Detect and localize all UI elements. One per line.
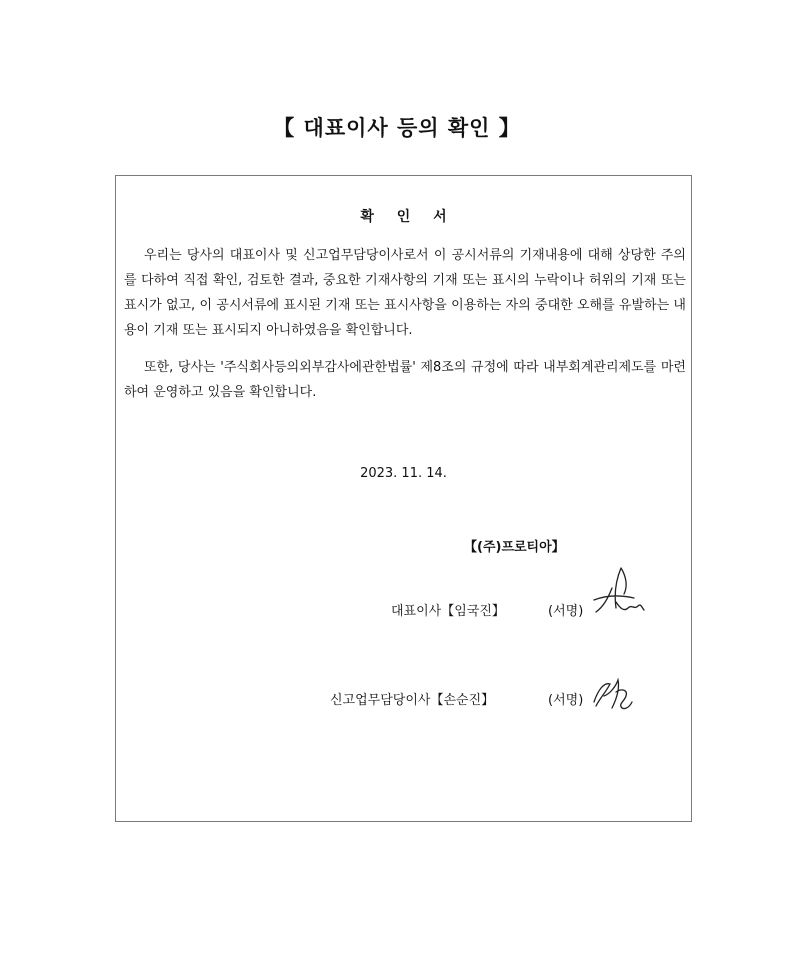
internal-control-paragraph: 또한, 당사는 '주식회사등의외부감사에관한법률' 제8조의 규정에 따라 내부회계관리제도를 마련하여 운영하고 있음을 확인합니다.: [124, 360, 686, 400]
document-heading: 확 인 서: [360, 209, 447, 225]
ceo-sign-label: (서명): [548, 604, 584, 619]
confirmation-paragraph: 우리는 당사의 대표이사 및 신고업무담당이사로서 이 공시서류의 기재내용에 대해 상당한 주의를 다하여 직접 확인, 검토한 결과, 중요한 기재사항의 기재 또는 표시의 누락이나 허위의 기재 또는 표시가 없고, 이 공시서류에 표시된 기재 또는 표시사항을 이용하는 자의 중대한 오해를 유발하는 내용이 기재 또는 표시되지 아니하였음을 확인합니다.: [124, 248, 686, 338]
company-name: 【(주)프로티아】: [464, 540, 565, 555]
ceo-signer: 대표이사【임국진】: [391, 604, 505, 619]
disclosure-officer-sign-label: (서명): [548, 693, 584, 708]
document-date: 2023. 11. 14.: [360, 466, 447, 481]
ceo-signature: [586, 564, 648, 622]
disclosure-officer-signer: 신고업무담당이사【손순진】: [330, 693, 495, 708]
page-title: 【 대표이사 등의 확인 】: [273, 116, 521, 140]
confirmation-document: [115, 175, 692, 822]
disclosure-officer-signature: [588, 672, 640, 714]
